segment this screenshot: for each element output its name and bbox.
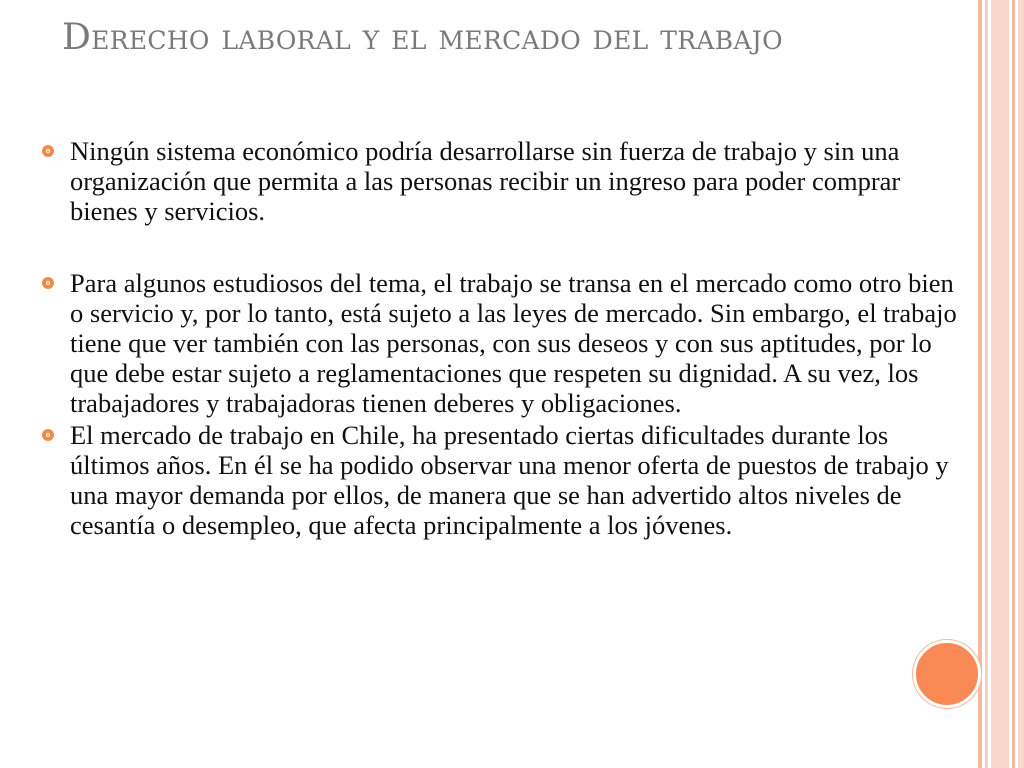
bullet-text: Ningún sistema económico podría desarrollarse sin fuerza de trabajo y sin una organización que permita a las personas recibir un ingreso para poder comprar bienes y servicios. bbox=[70, 136, 901, 226]
decorative-stripe bbox=[1018, 0, 1024, 768]
bullet-item bbox=[36, 136, 966, 226]
decorative-stripe bbox=[985, 0, 988, 768]
bullet-list bbox=[36, 136, 966, 540]
decorative-stripe bbox=[978, 0, 982, 768]
bullet-ring-icon bbox=[42, 277, 54, 289]
bullet-item bbox=[36, 268, 966, 418]
bullet-ring-icon bbox=[42, 429, 54, 441]
bullet-text: Para algunos estudiosos del tema, el trabajo se transa en el mercado como otro bien o servicio y, por lo tanto, está sujeto a las leyes de mercado. Sin embargo, el trabajo tiene que ver también con las personas, con sus deseos y con sus aptitudes, por lo que debe estar sujeto a reglamentaciones que respeten su dignidad. A su vez, los trabajadores y trabajadoras tienen deberes y obligaciones. bbox=[70, 268, 957, 418]
bullet-ring-icon bbox=[42, 145, 54, 157]
decorative-circle bbox=[913, 640, 981, 708]
decorative-stripe bbox=[991, 0, 1009, 768]
slide-title: Derecho laboral y el mercado del trabajo bbox=[62, 17, 783, 58]
bullet-item bbox=[36, 420, 966, 540]
bullet-text: El mercado de trabajo en Chile, ha presentado ciertas dificultades durante los últimos años. En él se ha podido observar una menor oferta de puestos de trabajo y una mayor demanda por ellos, de manera que se han advertido altos niveles de cesantía o desempleo, que afecta principalmente a los jóvenes. bbox=[70, 420, 949, 540]
decorative-stripe bbox=[1012, 0, 1015, 768]
